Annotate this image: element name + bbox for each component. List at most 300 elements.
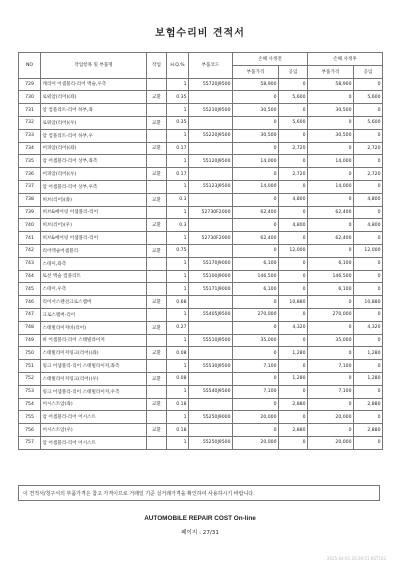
- cell-no: 732: [19, 116, 41, 129]
- cell-l2: 0: [354, 232, 383, 245]
- cell-l2: 0: [354, 155, 383, 168]
- estimate-table: [18, 52, 383, 450]
- table-row: [19, 283, 383, 296]
- table-row: [19, 91, 383, 104]
- cell-p2: 0: [308, 116, 354, 129]
- cell-p1: 0: [233, 91, 279, 104]
- cell-l2: 5,600: [354, 116, 383, 129]
- cell-l1: 2,880: [279, 398, 308, 411]
- cell-p1: 7,100: [233, 385, 279, 398]
- cell-l2: 0: [354, 308, 383, 321]
- cell-l1: 0: [279, 104, 308, 117]
- cell-p1: 62,400: [233, 232, 279, 245]
- cell-item: 링크 어셈블리-리어 스태빌라이저,좌측: [41, 360, 147, 373]
- cell-no: 742: [19, 244, 41, 257]
- print-timestamp: 2025-04-01 26:39:51 KST102: [327, 556, 386, 561]
- cell-hq: 1: [167, 180, 189, 193]
- cell-l1: 0: [279, 257, 308, 270]
- cell-p2: 0: [308, 168, 354, 181]
- cell-no: 747: [19, 308, 41, 321]
- header-partcode: 부품코드: [189, 53, 233, 79]
- cell-l2: 0: [354, 257, 383, 270]
- cell-l2: 0: [354, 129, 383, 142]
- cell-l2: 0: [354, 360, 383, 373]
- cell-item: 암 어셈블리-리어 어시스트: [41, 411, 147, 424]
- cell-l2: 4,800: [354, 193, 383, 206]
- estimate-rows: [19, 78, 383, 449]
- cell-item: 리어액슬어셈블리: [41, 244, 147, 257]
- cell-code: [189, 116, 233, 129]
- cell-hq: 1: [167, 232, 189, 245]
- cell-p2: 62,400: [308, 232, 354, 245]
- cell-l2: 0: [354, 206, 383, 219]
- cell-l2: 4,800: [354, 219, 383, 232]
- cell-p2: 30,500: [308, 129, 354, 142]
- cell-l2: 0: [354, 334, 383, 347]
- cell-l1: 0: [279, 385, 308, 398]
- cell-item: 암 어셈블리-리어 상부,우측: [41, 180, 147, 193]
- header-hq: H.Q.%: [167, 53, 189, 79]
- cell-no: 731: [19, 104, 41, 117]
- cell-item: 스태빌라이저링크(리어)(우): [41, 372, 147, 385]
- cell-item: 허브(리어)(좌): [41, 193, 147, 206]
- cell-item: 스테이,좌측: [41, 257, 147, 270]
- cell-p2: 7,100: [308, 360, 354, 373]
- cell-no: 736: [19, 168, 41, 181]
- cell-work: [147, 232, 167, 245]
- cell-l1: 1,280: [279, 372, 308, 385]
- table-row: [19, 436, 383, 449]
- cell-work: 교환: [147, 347, 167, 360]
- header-item: 작업항목 및 부품명: [41, 53, 147, 79]
- cell-code: 55123J9500: [189, 180, 233, 193]
- cell-p1: 0: [233, 193, 279, 206]
- cell-hq: 1: [167, 104, 189, 117]
- cell-p1: 0: [233, 424, 279, 437]
- cell-code: 55530J9500: [189, 360, 233, 373]
- cell-p1: 0: [233, 219, 279, 232]
- cell-l1: 0: [279, 206, 308, 219]
- cell-work: [147, 436, 167, 449]
- cell-code: [189, 168, 233, 181]
- cell-l2: 0: [354, 104, 383, 117]
- table-row: [19, 193, 383, 206]
- cell-p2: 0: [308, 219, 354, 232]
- cell-p2: 0: [308, 347, 354, 360]
- cell-no: 745: [19, 283, 41, 296]
- cell-code: [189, 219, 233, 232]
- cell-code: [189, 372, 233, 385]
- cell-work: 교환: [147, 142, 167, 155]
- cell-code: [189, 91, 233, 104]
- cell-work: [147, 257, 167, 270]
- cell-code: [189, 321, 233, 334]
- cell-l2: 1,280: [354, 347, 383, 360]
- cell-p2: 62,400: [308, 206, 354, 219]
- cell-hq: 0.17: [167, 142, 189, 155]
- table-row: [19, 142, 383, 155]
- cell-item: 리어서스펜션크로스멤버: [41, 296, 147, 309]
- cell-no: 757: [19, 436, 41, 449]
- cell-item: 로워암(리어)(우): [41, 116, 147, 129]
- cell-l1: 0: [279, 436, 308, 449]
- cell-no: 746: [19, 296, 41, 309]
- cell-p1: 0: [233, 142, 279, 155]
- cell-no: 733: [19, 129, 41, 142]
- cell-p1: 20,000: [233, 411, 279, 424]
- table-row: [19, 129, 383, 142]
- cell-l1: 0: [279, 155, 308, 168]
- cell-item: 스태빌라이저링크(리어)(좌): [41, 347, 147, 360]
- cell-code: [189, 296, 233, 309]
- cell-item: 어퍼암(리어)(좌): [41, 142, 147, 155]
- table-row: [19, 360, 383, 373]
- cell-code: [189, 244, 233, 257]
- cell-hq: 1: [167, 308, 189, 321]
- cell-l1: 2,720: [279, 168, 308, 181]
- cell-work: 교환: [147, 219, 167, 232]
- table-row: [19, 385, 383, 398]
- cell-p1: 7,100: [233, 360, 279, 373]
- table-row: [19, 424, 383, 437]
- cell-work: [147, 308, 167, 321]
- cell-p1: 0: [233, 244, 279, 257]
- cell-p1: 0: [233, 321, 279, 334]
- table-row: [19, 270, 383, 283]
- cell-hq: 0.08: [167, 372, 189, 385]
- table-row: [19, 155, 383, 168]
- cell-work: 교환: [147, 398, 167, 411]
- cell-item: 스테이,우측: [41, 283, 147, 296]
- cell-l1: 10,880: [279, 296, 308, 309]
- cell-item: 어시스트암(우): [41, 424, 147, 437]
- cell-l1: 0: [279, 308, 308, 321]
- cell-l1: 0: [279, 360, 308, 373]
- cell-p1: 35,000: [233, 334, 279, 347]
- table-row: [19, 372, 383, 385]
- header-before-labor: 공임: [279, 65, 308, 78]
- cell-work: [147, 411, 167, 424]
- cell-item: 바 어셈블리-리어 스태빌라이저: [41, 334, 147, 347]
- cell-code: [189, 424, 233, 437]
- cell-code: 52730F2000: [189, 206, 233, 219]
- table-row: [19, 168, 383, 181]
- cell-code: 55220J9500: [189, 129, 233, 142]
- cell-l2: 0: [354, 436, 383, 449]
- cell-l1: 0: [279, 180, 308, 193]
- table-row: [19, 244, 383, 257]
- cell-code: 55720J9500: [189, 78, 233, 91]
- cell-no: 749: [19, 334, 41, 347]
- cell-code: [189, 193, 233, 206]
- cell-no: 755: [19, 411, 41, 424]
- cell-l2: 1,280: [354, 372, 383, 385]
- cell-p2: 14,000: [308, 155, 354, 168]
- cell-p2: 14,000: [308, 180, 354, 193]
- cell-hq: 1: [167, 270, 189, 283]
- cell-l1: 5,600: [279, 91, 308, 104]
- table-row: [19, 411, 383, 424]
- cell-hq: 1: [167, 129, 189, 142]
- cell-work: 교환: [147, 91, 167, 104]
- price-notice: 이 견적서/청구서의 부품가격은 참고 가격이므로 거래일 기준 실거래가격을 확인하여 사용하시기 바랍니다.: [18, 485, 380, 501]
- cell-hq: 0.17: [167, 168, 189, 181]
- cell-p2: 0: [308, 296, 354, 309]
- cell-no: 753: [19, 385, 41, 398]
- cell-work: 교환: [147, 296, 167, 309]
- cell-hq: 0.35: [167, 116, 189, 129]
- cell-work: [147, 180, 167, 193]
- cell-p1: 30,500: [233, 129, 279, 142]
- cell-hq: 0.18: [167, 424, 189, 437]
- cell-no: 740: [19, 219, 41, 232]
- cell-p2: 0: [308, 398, 354, 411]
- cell-l1: 1,280: [279, 347, 308, 360]
- cell-p2: 0: [308, 424, 354, 437]
- cell-no: 756: [19, 424, 41, 437]
- cell-no: 738: [19, 193, 41, 206]
- table-row: [19, 257, 383, 270]
- cell-hq: 1: [167, 257, 189, 270]
- cell-no: 739: [19, 206, 41, 219]
- cell-p2: 0: [308, 321, 354, 334]
- cell-item: 암 컴플리트-리어 하부,우: [41, 129, 147, 142]
- table-row: [19, 232, 383, 245]
- cell-p2: 58,900: [308, 78, 354, 91]
- cell-l1: 2,720: [279, 142, 308, 155]
- cell-p1: 0: [233, 296, 279, 309]
- cell-hq: 1: [167, 385, 189, 398]
- cell-hq: 0.3: [167, 193, 189, 206]
- table-row: [19, 116, 383, 129]
- cell-l1: 12,000: [279, 244, 308, 257]
- cell-work: 교환: [147, 244, 167, 257]
- cell-p2: 20,000: [308, 411, 354, 424]
- cell-code: 55171J9000: [189, 283, 233, 296]
- cell-item: 어시스트암(좌): [41, 398, 147, 411]
- footer-title: AUTOMOBILE REPAIR COST On-line: [144, 515, 256, 522]
- cell-item: 로워암(리어)(좌): [41, 91, 147, 104]
- cell-code: 55540J9500: [189, 385, 233, 398]
- header-no: NO: [19, 53, 41, 79]
- cell-work: 교환: [147, 116, 167, 129]
- cell-code: [189, 398, 233, 411]
- cell-l2: 0: [354, 78, 383, 91]
- cell-hq: 0.08: [167, 347, 189, 360]
- cell-item: 암 어셈블리-리어 상부,좌측: [41, 155, 147, 168]
- cell-item: 암 어셈블리-리어 어시스트: [41, 436, 147, 449]
- header-before-partprice: 부품가격: [233, 65, 279, 78]
- cell-p2: 0: [308, 193, 354, 206]
- cell-work: 교환: [147, 372, 167, 385]
- cell-p2: 0: [308, 372, 354, 385]
- cell-item: 크로스멤버-리어: [41, 308, 147, 321]
- cell-hq: 0.35: [167, 91, 189, 104]
- cell-p2: 35,000: [308, 334, 354, 347]
- cell-p2: 6,100: [308, 257, 354, 270]
- cell-l2: 2,720: [354, 142, 383, 155]
- cell-code: 55210J9500: [189, 104, 233, 117]
- cell-code: 55250J9000: [189, 411, 233, 424]
- cell-no: 729: [19, 78, 41, 91]
- cell-item: 허브&베어링 어셈블리-리어: [41, 206, 147, 219]
- header-before: 손해 사정전: [233, 53, 308, 66]
- cell-l1: 4,800: [279, 219, 308, 232]
- cell-l2: 0: [354, 283, 383, 296]
- cell-code: [189, 347, 233, 360]
- cell-p1: 6,100: [233, 283, 279, 296]
- table-row: [19, 296, 383, 309]
- cell-hq: 1: [167, 78, 189, 91]
- cell-p1: 270,000: [233, 308, 279, 321]
- cell-code: [189, 142, 233, 155]
- cell-work: 교환: [147, 424, 167, 437]
- cell-l1: 0: [279, 232, 308, 245]
- cell-p1: 0: [233, 347, 279, 360]
- cell-p2: 270,000: [308, 308, 354, 321]
- cell-l1: 4,800: [279, 193, 308, 206]
- cell-l1: 0: [279, 283, 308, 296]
- document-title: 보험수리비 견적서: [155, 28, 245, 39]
- cell-code: 55510J9500: [189, 334, 233, 347]
- cell-no: 744: [19, 270, 41, 283]
- cell-hq: 1: [167, 334, 189, 347]
- table-row: [19, 219, 383, 232]
- cell-p2: 30,500: [308, 104, 354, 117]
- cell-no: 734: [19, 142, 41, 155]
- cell-no: 752: [19, 372, 41, 385]
- cell-no: 730: [19, 91, 41, 104]
- cell-item: 토션 액슬 컴플리트: [41, 270, 147, 283]
- cell-work: [147, 206, 167, 219]
- cell-l2: 0: [354, 385, 383, 398]
- table-row: [19, 104, 383, 117]
- cell-code: 52730F2000: [189, 232, 233, 245]
- cell-hq: 0.68: [167, 296, 189, 309]
- cell-code: 55120J9500: [189, 155, 233, 168]
- table-row: [19, 334, 383, 347]
- cell-no: 750: [19, 347, 41, 360]
- cell-p1: 0: [233, 398, 279, 411]
- cell-work: [147, 385, 167, 398]
- cell-hq: 0.27: [167, 321, 189, 334]
- cell-l2: 5,600: [354, 91, 383, 104]
- cell-code: 55170J9000: [189, 257, 233, 270]
- cell-p1: 0: [233, 372, 279, 385]
- cell-p1: 30,500: [233, 104, 279, 117]
- cell-no: 754: [19, 398, 41, 411]
- cell-no: 741: [19, 232, 41, 245]
- cell-item: 허브(리어)(우): [41, 219, 147, 232]
- cell-p2: 20,000: [308, 436, 354, 449]
- cell-p1: 0: [233, 116, 279, 129]
- cell-code: 55100J9000: [189, 270, 233, 283]
- cell-p1: 20,000: [233, 436, 279, 449]
- cell-work: 교환: [147, 321, 167, 334]
- cell-p1: 6,100: [233, 257, 279, 270]
- page-number: 페이지 : 27/31: [181, 530, 219, 536]
- cell-hq: 0.3: [167, 219, 189, 232]
- cell-p2: 0: [308, 91, 354, 104]
- cell-work: 교환: [147, 168, 167, 181]
- cell-work: [147, 129, 167, 142]
- cell-work: [147, 104, 167, 117]
- header-after: 손해 사정후: [308, 53, 383, 66]
- cell-hq: 1: [167, 283, 189, 296]
- cell-l2: 10,880: [354, 296, 383, 309]
- cell-hq: 1: [167, 155, 189, 168]
- cell-p2: 6,100: [308, 283, 354, 296]
- cell-item: 캐리어 어셈블리-리어 액슬,우측: [41, 78, 147, 91]
- cell-l2: 2,720: [354, 168, 383, 181]
- table-row: [19, 78, 383, 91]
- cell-item: 스태빌라이저바(리어): [41, 321, 147, 334]
- cell-work: [147, 283, 167, 296]
- cell-item: 어퍼암(리어)(우): [41, 168, 147, 181]
- cell-l1: 0: [279, 270, 308, 283]
- cell-no: 737: [19, 180, 41, 193]
- cell-no: 735: [19, 155, 41, 168]
- cell-l1: 0: [279, 411, 308, 424]
- cell-hq: 1: [167, 411, 189, 424]
- cell-l2: 4,320: [354, 321, 383, 334]
- cell-l2: 2,880: [354, 424, 383, 437]
- cell-hq: 0.18: [167, 398, 189, 411]
- cell-code: 55250J9500: [189, 436, 233, 449]
- table-row: [19, 321, 383, 334]
- table-row: [19, 308, 383, 321]
- table-row: [19, 347, 383, 360]
- cell-work: [147, 334, 167, 347]
- cell-l2: 0: [354, 411, 383, 424]
- cell-l1: 0: [279, 334, 308, 347]
- cell-p1: 14,000: [233, 180, 279, 193]
- cell-l1: 0: [279, 129, 308, 142]
- cell-p1: 62,400: [233, 206, 279, 219]
- cell-no: 751: [19, 360, 41, 373]
- cell-p2: 0: [308, 142, 354, 155]
- header-work: 작업: [147, 53, 167, 79]
- cell-no: 743: [19, 257, 41, 270]
- cell-item: 암 컴플리트-리어 하부,좌: [41, 104, 147, 117]
- cell-l1: 5,600: [279, 116, 308, 129]
- cell-item: 링크 어셈블리-리어 스태빌라이저,우측: [41, 385, 147, 398]
- cell-hq: 0.75: [167, 244, 189, 257]
- cell-l2: 12,000: [354, 244, 383, 257]
- cell-p1: 0: [233, 168, 279, 181]
- cell-l1: 0: [279, 78, 308, 91]
- cell-no: 748: [19, 321, 41, 334]
- header-after-partprice: 부품가격: [308, 65, 354, 78]
- cell-work: [147, 155, 167, 168]
- cell-l1: 4,320: [279, 321, 308, 334]
- cell-hq: 1: [167, 206, 189, 219]
- cell-p1: 14,000: [233, 155, 279, 168]
- header-after-labor: 공임: [354, 65, 383, 78]
- cell-p2: 146,500: [308, 270, 354, 283]
- cell-p2: 0: [308, 244, 354, 257]
- cell-l1: 2,880: [279, 424, 308, 437]
- table-row: [19, 398, 383, 411]
- cell-p2: 7,100: [308, 385, 354, 398]
- cell-work: 교환: [147, 193, 167, 206]
- cell-item: 허브&베어링 어셈블리-리어: [41, 232, 147, 245]
- cell-hq: 1: [167, 360, 189, 373]
- cell-work: [147, 78, 167, 91]
- table-row: [19, 180, 383, 193]
- cell-work: [147, 360, 167, 373]
- cell-p1: 146,500: [233, 270, 279, 283]
